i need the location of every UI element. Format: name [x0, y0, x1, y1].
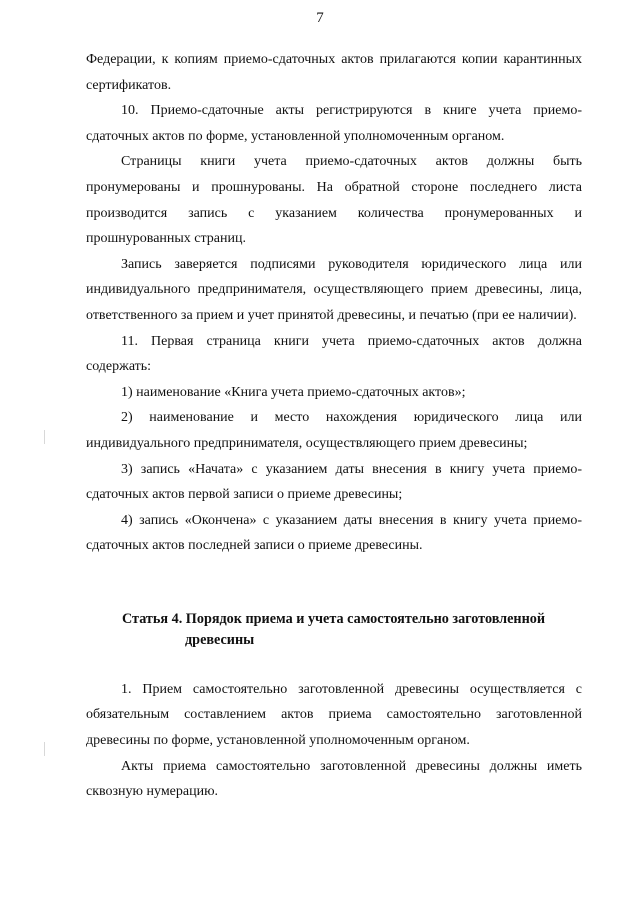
paragraph: 10. Приемо-сдаточные акты регистрируются в книге учета приемо-сдаточных актов по форме, установленной уполномоченным органом. [86, 103, 582, 144]
article-heading: Статья 4. Порядок приема и учета самостоятельно заготовленной древесины [122, 610, 546, 648]
paragraph: 1. Прием самостоятельно заготовленной древесины осуществляется с обязательным составлением актов приема самостоятельно заготовленной древесины по форме, установленной уполномоченным органом. [86, 681, 582, 749]
page-number: 7 [316, 10, 324, 26]
paragraph: Запись заверяется подписями руководителя юридического лица или индивидуального предпринимателя, осуществляющего прием древесины, лица, ответственного за прием и учет принятой древесины, и печатью (при ее наличии). [86, 256, 582, 323]
paragraph: 4) запись «Окончена» с указанием даты внесения в книгу учета приемо-сдаточных актов последней записи о приеме древесины. [86, 512, 582, 554]
paragraph: Федерации, к копиям приемо-сдаточных актов прилагаются копии карантинных сертификатов. [86, 52, 582, 93]
paragraph: 3) запись «Начата» с указанием даты внесения в книгу учета приемо-сдаточных актов первой записи о приеме древесины; [86, 461, 582, 503]
document-body [86, 47, 582, 805]
paragraph: 2) наименование и место нахождения юридического лица или индивидуального предпринимателя, осуществляющего прием древесины; [86, 410, 582, 451]
margin-mark [44, 742, 45, 756]
paragraph-group-top [86, 47, 582, 559]
paragraph: 11. Первая страница книги учета приемо-сдаточных актов должна содержать: [86, 333, 582, 375]
paragraph-group-bottom [86, 677, 582, 805]
margin-mark [44, 430, 45, 444]
paragraph: Страницы книги учета приемо-сдаточных актов должны быть пронумерованы и прошнурованы. На обратной стороне последнего листа производится запись с указанием количества пронумерованных и прошнурованных страниц. [86, 154, 582, 247]
paragraph: 1) наименование «Книга учета приемо-сдаточных актов»; [121, 384, 466, 400]
paragraph: Акты приема самостоятельно заготовленной древесины должны иметь сквозную нумерацию. [86, 758, 582, 800]
